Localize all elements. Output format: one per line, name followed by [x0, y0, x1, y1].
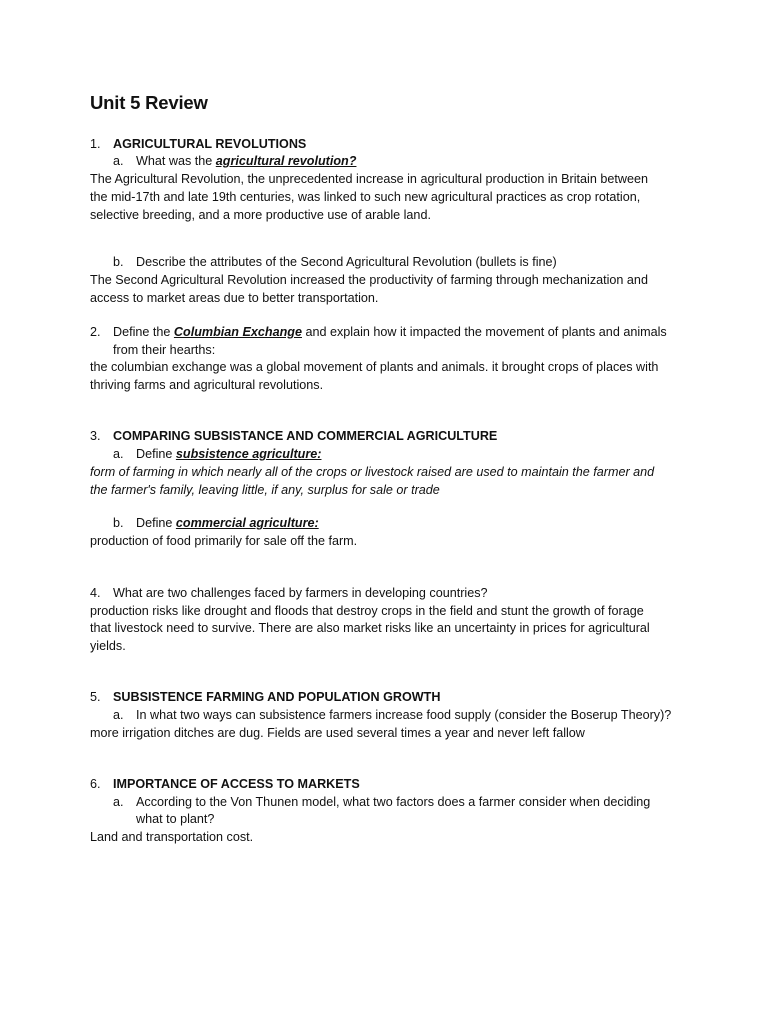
q1b-marker: b. — [113, 255, 124, 269]
q4-prompt: What are two challenges faced by farmers in developing countries? — [113, 586, 488, 600]
q3a-answer-line-1: form of farming in which nearly all of the crops or livestock raised are used to maintain the farmer and — [90, 465, 655, 479]
q1a-answer-line-1: The Agricultural Revolution, the unprecedented increase in agricultural production in Britain between — [90, 172, 648, 186]
page-title: Unit 5 Review — [90, 92, 208, 113]
q2-prompt-line-2: from their hearths: — [113, 343, 216, 357]
q6-number: 6. — [90, 777, 101, 791]
q3a-prompt-text: Define — [136, 447, 176, 461]
q4-answer-line-2: that livestock need to survive. There are also market risks like an uncertainty in prices for agricultural — [90, 621, 650, 635]
q3a-answer-line-2: the farmer's family, leaving little, if any, surplus for sale or trade — [90, 483, 440, 497]
q2-answer-line-1: the columbian exchange was a global movement of plants and animals. it brought crops of places with — [90, 360, 659, 374]
q3-heading: COMPARING SUBSISTANCE AND COMMERCIAL AGRICULTURE — [113, 429, 498, 443]
q1a-answer-line-2: the mid-17th and late 19th centuries, was linked to such new agricultural practices as crop rotation, — [90, 190, 641, 204]
q6a-answer-line-1: Land and transportation cost. — [90, 830, 254, 844]
q3a-marker: a. — [113, 447, 124, 461]
q1-number: 1. — [90, 137, 101, 151]
q5a-answer-line-1: more irrigation ditches are dug. Fields are used several times a year and never left fallow — [90, 726, 585, 740]
q2-number: 2. — [90, 325, 101, 339]
q5a-marker: a. — [113, 708, 124, 722]
q5-number: 5. — [90, 690, 101, 704]
q1b-prompt: Describe the attributes of the Second Agricultural Revolution (bullets is fine) — [136, 255, 557, 269]
q3-number: 3. — [90, 429, 101, 443]
q1-heading: AGRICULTURAL REVOLUTIONS — [113, 137, 307, 151]
q6a-prompt: According to the Von Thunen model, what two factors does a farmer consider when deciding — [136, 795, 651, 809]
q2-prompt-post: and explain how it impacted the movement of plants and animals — [301, 325, 667, 339]
q6a-prompt-line-2: what to plant? — [136, 812, 215, 826]
q1a-prompt-text: What was the — [136, 154, 216, 168]
q5a-prompt: In what two ways can subsistence farmers increase food supply (consider the Boserup Theory)? — [136, 708, 672, 722]
q6a-marker: a. — [113, 795, 124, 809]
q1b-answer-line-2: access to market areas due to better transportation. — [90, 291, 379, 305]
q3a-term: subsistence agriculture: — [175, 447, 322, 461]
q5-heading: SUBSISTENCE FARMING AND POPULATION GROWTH — [113, 690, 441, 704]
q3b-marker: b. — [113, 516, 124, 530]
q3b-term: commercial agriculture: — [175, 516, 319, 530]
q4-answer-line-1: production risks like drought and floods that destroy crops in the field and stunt the growth of forage — [90, 604, 644, 618]
q2-prompt — [113, 324, 667, 342]
q3b-prompt-text: Define — [136, 516, 176, 530]
q1b-answer-line-1: The Second Agricultural Revolution increased the productivity of farming through mechanization and — [90, 273, 648, 287]
q1a-term: agricultural revolution? — [215, 154, 357, 168]
q2-term: Columbian Exchange — [173, 325, 302, 339]
q4-answer-line-3: yields. — [90, 639, 126, 653]
q3b-prompt — [136, 515, 319, 533]
q6-heading: IMPORTANCE OF ACCESS TO MARKETS — [113, 777, 360, 791]
q4-number: 4. — [90, 586, 101, 600]
q2-prompt-pre: Define the — [113, 325, 174, 339]
q3a-prompt — [136, 446, 321, 464]
q1a-answer-line-3: selective breeding, and a more productive use of arable land. — [90, 208, 431, 222]
q2-answer-line-2: thriving farms and agricultural revolutions. — [90, 378, 324, 392]
q3b-answer-line-1: production of food primarily for sale off the farm. — [90, 534, 358, 548]
q1a-prompt — [136, 153, 356, 171]
q1a-marker: a. — [113, 154, 124, 168]
